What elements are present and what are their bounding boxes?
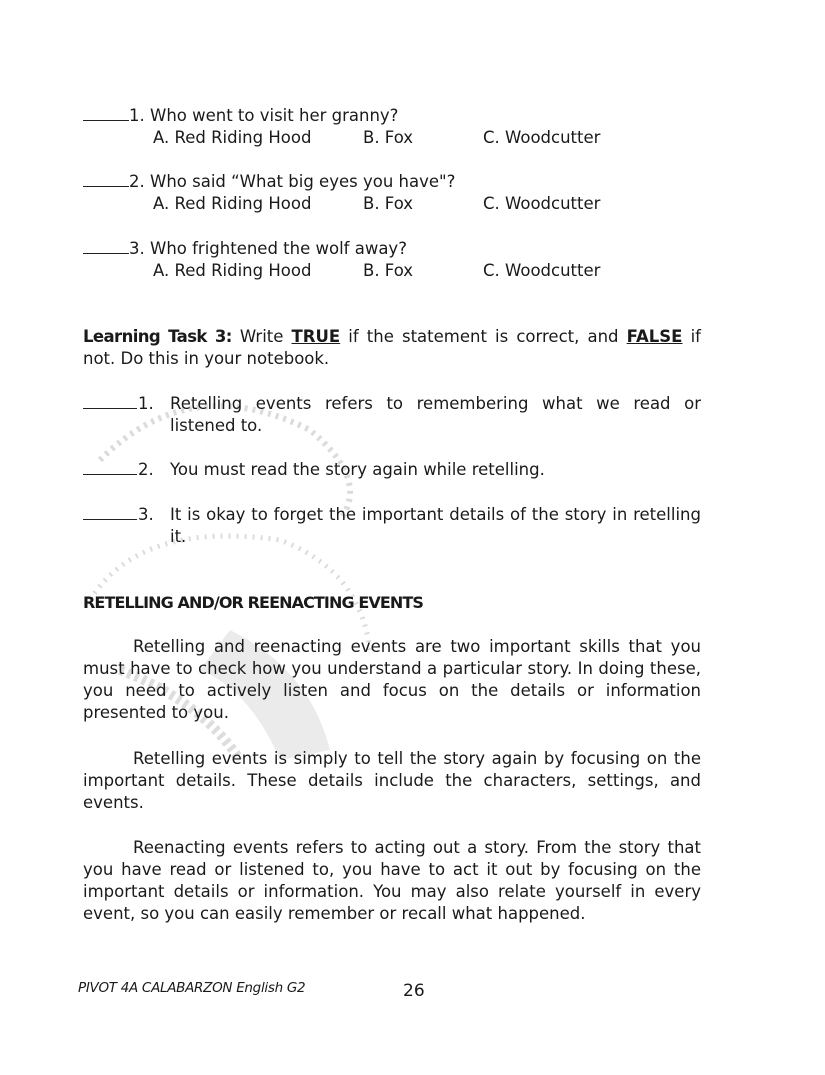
false-keyword: FALSE (626, 327, 683, 346)
paragraph-1: Retelling and reenacting events are two important skills that you must have to check how you understand a particular story. In doing these, you need to actively listen and focus on the details or information presented to you. (83, 637, 701, 722)
choice-a: A. Red Riding Hood (153, 194, 312, 213)
statement-text: It is okay to forget the important details of the story in retelling it. (170, 505, 701, 546)
question-text: Who went to visit her granny? (150, 106, 399, 125)
choice-c: C. Woodcutter (483, 128, 601, 147)
paragraph-2: Retelling events is simply to tell the story again by focusing on the important details. These details include the characters, settings, and events. (83, 749, 701, 812)
question-text: Who said “What big eyes you have"? (150, 172, 456, 191)
choice-a: A. Red Riding Hood (153, 128, 312, 147)
task-3-instructions: Learning Task 3: Write TRUE if the statement is correct, and FALSE if not. Do this in your notebook. (83, 327, 701, 368)
paragraph-3: Reenacting events refers to acting out a story. From the story that you have read or listened to, you have to act it out by focusing on the important details or information. You may also relate yourself in every event, so you can easily remember or recall what happened. (83, 838, 701, 923)
question-text: Who frightened the wolf away? (150, 239, 407, 258)
question-1: 1. Who went to visit her granny? (83, 105, 398, 127)
answer-blank[interactable] (83, 459, 137, 475)
answer-blank[interactable] (83, 172, 129, 187)
choice-b: B. Fox (363, 261, 414, 280)
tf-item-2: 2. You must read the story again while retelling. (83, 459, 701, 481)
answer-blank[interactable] (83, 504, 137, 520)
page-number: 26 (403, 981, 425, 1001)
tf-item-3: 3. It is okay to forget the important details of the story in retelling it. (83, 504, 701, 548)
statement-text: You must read the story again while retelling. (170, 460, 545, 479)
answer-blank[interactable] (83, 393, 137, 409)
answer-blank[interactable] (83, 106, 129, 121)
choice-c: C. Woodcutter (483, 194, 601, 213)
question-3: 3. Who frightened the wolf away? (83, 238, 407, 260)
answer-blank[interactable] (83, 239, 129, 254)
choice-a: A. Red Riding Hood (153, 261, 312, 280)
statement-text: Retelling events refers to remembering what we read or listened to. (170, 394, 701, 435)
choice-b: B. Fox (363, 128, 414, 147)
true-keyword: TRUE (291, 327, 341, 346)
question-2: 2. Who said “What big eyes you have"? (83, 171, 455, 193)
footer-source: PIVOT 4A CALABARZON English G2 (78, 980, 306, 996)
tf-item-1: 1. Retelling events refers to remembering what we read or listened to. (83, 393, 701, 437)
task-label: Learning Task 3: (83, 327, 232, 346)
choice-c: C. Woodcutter (483, 261, 601, 280)
choice-b: B. Fox (363, 194, 414, 213)
section-heading: RETELLING AND/OR REENACTING EVENTS (83, 593, 424, 612)
